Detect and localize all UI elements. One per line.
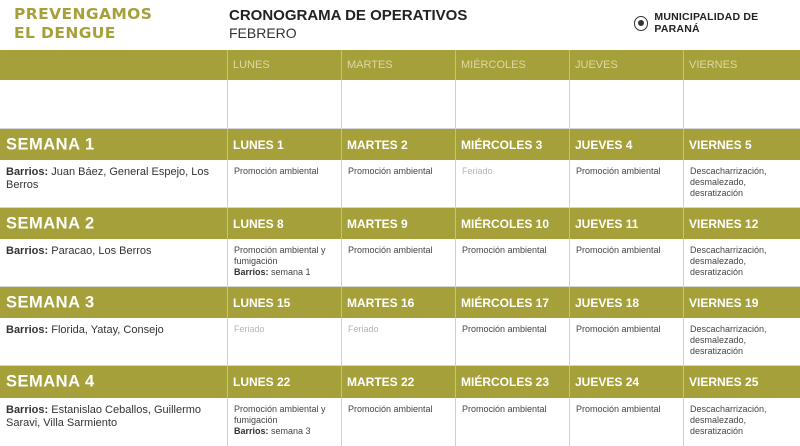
week-1-label: SEMANA 1 <box>6 135 95 153</box>
week-2-activity-5: Descacharrización, desmalezado, desratización <box>690 245 767 277</box>
week-2-activity-3: Promoción ambiental <box>462 245 547 255</box>
week-2-label: SEMANA 2 <box>6 214 95 232</box>
campaign-line-2: EL DENGUE <box>14 24 116 42</box>
week-4-activity-3: Promoción ambiental <box>462 404 547 414</box>
week-1-activity-5: Descacharrización, desmalezado, desratización <box>690 166 767 198</box>
week-2-barrios <box>6 245 221 258</box>
campaign-title <box>14 5 152 43</box>
week-1-date-2: MARTES 2 <box>347 137 408 152</box>
campaign-line-1: PREVENGAMOS <box>14 5 153 23</box>
week-4-activity-1-extra: semana 3 <box>271 426 311 436</box>
page-header <box>0 0 800 50</box>
week-4-activity-5: Descacharrización, desmalezado, desratización <box>690 404 767 436</box>
week-2-activity-4: Promoción ambiental <box>576 245 661 255</box>
week-3-date-4: JUEVES 18 <box>575 295 640 310</box>
logo-city: PARANÁ <box>654 23 700 35</box>
week-2-date-2: MARTES 9 <box>347 216 408 231</box>
week-1-barrios-list: Juan Báez, General Espejo, Los Berros <box>6 166 210 191</box>
week-4-date-5: VIERNES 25 <box>689 375 759 389</box>
week-1-date-4: JUEVES 4 <box>575 137 633 152</box>
week-2-band <box>0 208 800 239</box>
week-1-activity-2: Promoción ambiental <box>348 166 433 176</box>
week-3-barrios <box>6 324 221 337</box>
barrios-label: Barrios: <box>6 404 49 416</box>
barrios-label: Barrios: <box>6 166 49 178</box>
week-4-date-1: LUNES 22 <box>233 375 291 389</box>
week-4-activity-4: Promoción ambiental <box>576 404 661 414</box>
week-2-date-3: MIÉRCOLES 10 <box>461 216 550 231</box>
week-4-date-4: JUEVES 24 <box>575 375 640 389</box>
week-2-date-4: JUEVES 11 <box>575 216 639 231</box>
week-2-activity-1 <box>234 245 339 278</box>
week-2-activity-1-extra: semana 1 <box>271 267 311 277</box>
header-day-friday: VIERNES <box>689 59 738 71</box>
week-4-band <box>0 366 800 398</box>
week-2-barrios-list: Paracao, Los Berros <box>51 245 152 257</box>
header-corner-cell <box>0 50 228 80</box>
week-3-activity-1: Feriado <box>234 324 265 334</box>
week-4-activity-1-text: Promoción ambiental y fumigación <box>234 404 326 425</box>
week-2-activity-2: Promoción ambiental <box>348 245 433 255</box>
barrios-label: Barrios: <box>6 324 49 336</box>
header-day-monday: LUNES <box>233 59 270 71</box>
document-title: CRONOGRAMA DE OPERATIVOS <box>229 7 468 24</box>
week-1-barrios <box>6 166 221 192</box>
week-3-date-1: LUNES 15 <box>233 295 291 310</box>
week-2-date-5: VIERNES 12 <box>689 216 759 231</box>
municipality-logo <box>634 11 800 35</box>
week-3-activity-3: Promoción ambiental <box>462 324 547 334</box>
week-4-activity-1 <box>234 404 339 437</box>
week-3-activity-2: Feriado <box>348 324 379 334</box>
week-4-date-3: MIÉRCOLES 23 <box>461 375 550 389</box>
week-1-activities <box>0 160 800 208</box>
week-4-activity-2: Promoción ambiental <box>348 404 433 414</box>
week-1-date-3: MIÉRCOLES 3 <box>461 137 543 152</box>
week-4-barrios <box>6 404 221 430</box>
week-3-activity-4: Promoción ambiental <box>576 324 661 334</box>
week-1-date-5: VIERNES 5 <box>689 137 752 152</box>
week-3-date-3: MIÉRCOLES 17 <box>461 295 550 310</box>
week-2-activity-1-text: Promoción ambiental y fumigación <box>234 245 326 266</box>
week-1-activity-4: Promoción ambiental <box>576 166 661 176</box>
barrios-label: Barrios: <box>6 245 49 257</box>
week-4-label: SEMANA 4 <box>6 372 95 391</box>
header-day-wednesday: MIÉRCOLES <box>461 59 526 71</box>
week-1-activity-3: Feriado <box>462 166 493 176</box>
week-3-activities <box>0 318 800 366</box>
week-1-date-1: LUNES 1 <box>233 137 284 152</box>
barrios-label: Barrios: <box>234 426 269 436</box>
week-3-date-2: MARTES 16 <box>347 295 415 310</box>
week-4-date-2: MARTES 22 <box>347 375 415 389</box>
document-subtitle: FEBRERO <box>229 25 297 41</box>
day-header-row <box>0 50 800 80</box>
week-3-barrios-list: Florida, Yatay, Consejo <box>51 324 164 336</box>
week-4-barrios-list: Estanislao Ceballos, Guillermo Saravi, Villa Sarmiento <box>6 404 202 429</box>
municipality-emblem-icon <box>634 16 648 31</box>
week-3-band <box>0 287 800 318</box>
barrios-label: Barrios: <box>234 267 269 277</box>
week-3-label: SEMANA 3 <box>6 293 95 311</box>
header-day-tuesday: MARTES <box>347 59 393 71</box>
week-3-date-5: VIERNES 19 <box>689 295 759 310</box>
week-1-activity-1: Promoción ambiental <box>234 166 319 176</box>
week-1-band <box>0 129 800 160</box>
empty-row <box>0 80 800 129</box>
week-2-activities <box>0 239 800 287</box>
week-2-date-1: LUNES 8 <box>233 216 284 231</box>
header-day-thursday: JUEVES <box>575 59 618 71</box>
logo-name: MUNICIPALIDAD DE <box>654 11 759 23</box>
week-3-activity-5: Descacharrización, desmalezado, desratización <box>690 324 767 356</box>
week-4-activities <box>0 398 800 446</box>
